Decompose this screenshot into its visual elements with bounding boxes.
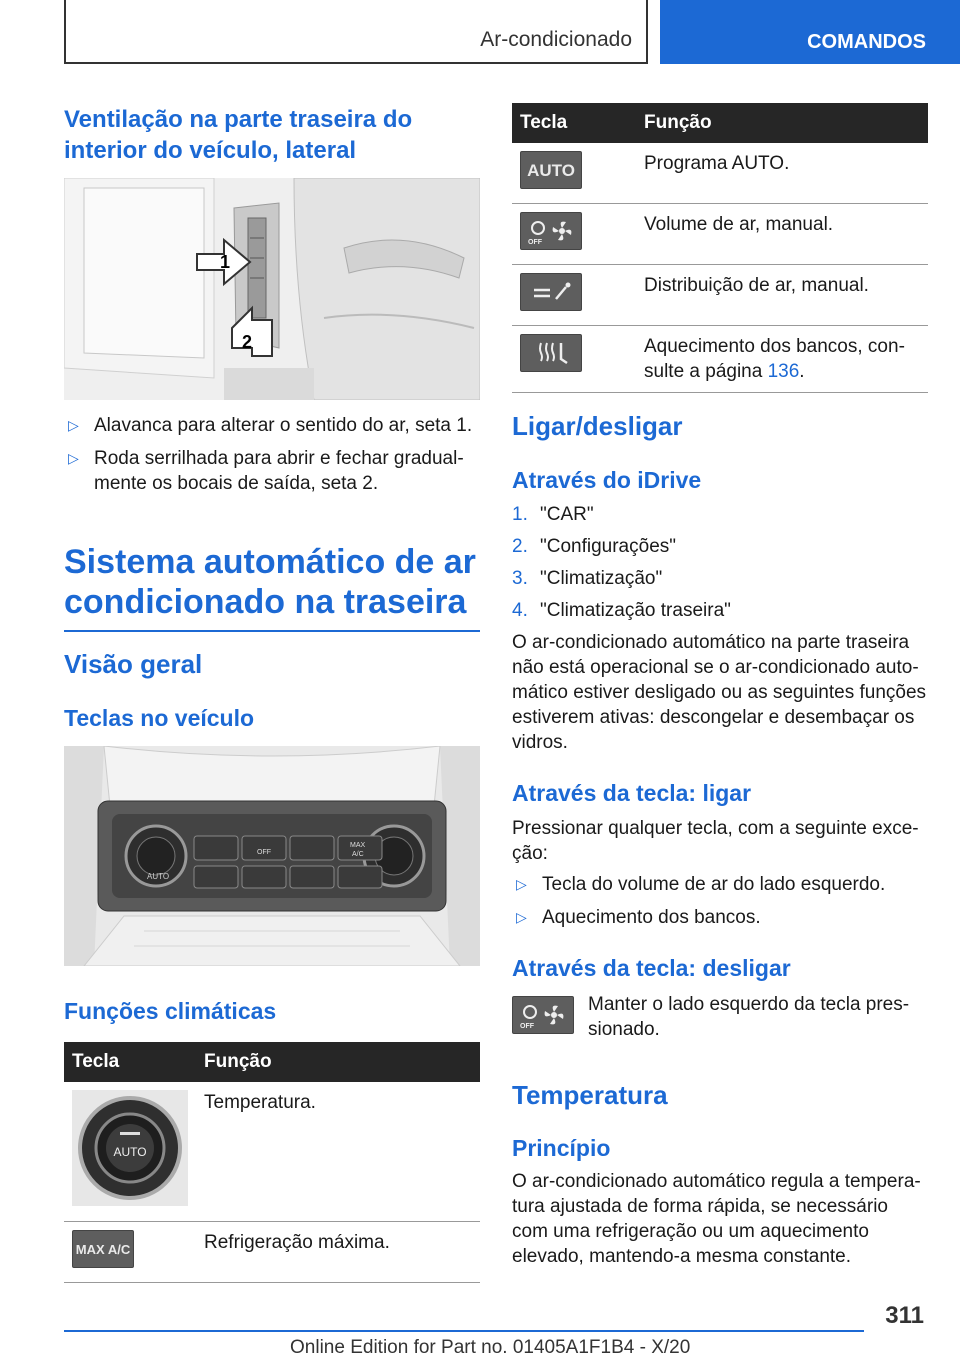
panel-auto-label: AUTO [147, 872, 170, 881]
callout-1: 1 [220, 252, 231, 272]
list-item: 2. "Configurações" [512, 536, 677, 557]
list-item: ▷ Aquecimento dos bancos. [516, 907, 761, 928]
table-header-function: Função [636, 103, 928, 143]
table-cell-function: Aquecimento dos bancos, consulte a página 136. [636, 326, 928, 393]
main-title: Sistema automático de ar condicionado na traseira [64, 543, 476, 621]
functions-table-left [64, 1042, 480, 1283]
table-header-key: Tecla [512, 103, 636, 143]
table-cell-function: Refrigeração máxima. [196, 1222, 480, 1283]
callout-2: 2 [242, 332, 253, 352]
table-cell-function: Programa AUTO. [636, 143, 928, 204]
fan-off-button-icon [520, 212, 582, 250]
key-on-bullets [512, 872, 928, 938]
table-row [512, 143, 928, 204]
idrive-steps [512, 502, 928, 630]
temperature-title: Temperatura [512, 1080, 668, 1110]
table-row [64, 1222, 480, 1283]
key-off-title: Através da tecla: desligar [512, 955, 791, 981]
table-row [512, 204, 928, 265]
rear-panel-photo [64, 746, 480, 966]
keys-title: Teclas no veículo [64, 705, 255, 731]
footer-edition: Online Edition for Part no. 01405A1F1B4 - X/20 [290, 1337, 691, 1358]
key-off-text: Manter o lado esquerdo da tecla pressionado. [588, 994, 910, 1040]
table-header-key: Tecla [64, 1042, 196, 1082]
title-divider [64, 630, 480, 632]
vent-title: Ventilação na parte traseira do interior do veículo, lateral [64, 106, 413, 164]
table-header-function: Função [196, 1042, 480, 1082]
footer-divider [64, 1330, 864, 1332]
panel-off-label: OFF [257, 849, 271, 856]
page-reference-link[interactable]: 136 [767, 361, 800, 382]
principle-text: O ar-condicionado automático regula a temperatura ajustada de forma rápida, se necessário com uma refrigeração ou um aquecimento elevado, mantendo-a mesma constante. [512, 1171, 921, 1267]
header-section-title: Ar-condicionado [480, 28, 632, 51]
list-item: ▷ Alavanca para alterar o sentido do ar, seta 1. [68, 415, 473, 436]
list-item: 1. "CAR" [512, 504, 594, 525]
list-item: ▷ Roda serrilhada para abrir e fechar gradualmente os bocais de saída, seta 2. [68, 448, 464, 494]
main-title-block [64, 542, 480, 632]
max-ac-button-icon: MAX A/C [72, 1230, 134, 1268]
header-frame [64, 0, 648, 64]
key-on-title: Através da tecla: ligar [512, 780, 752, 806]
triangle-bullet-icon: ▷ [68, 417, 79, 433]
auto-button-icon: AUTO [520, 151, 582, 189]
temperature-knob-icon [72, 1090, 188, 1206]
onoff-title: Ligar/desligar [512, 411, 683, 441]
page-number: 311 [885, 1302, 924, 1329]
table-row [512, 326, 928, 393]
svg-text:OFF: OFF [528, 239, 542, 246]
air-distribution-button-icon [520, 273, 582, 311]
idrive-title: Através do iDrive [512, 467, 702, 493]
panel-ac-label: A/C [352, 851, 364, 858]
list-item: ▷ Tecla do volume de ar do lado esquerdo. [516, 874, 886, 895]
functions-table-right [512, 103, 928, 393]
fan-off-key-icon [512, 996, 574, 1034]
idrive-note: O ar-condicionado automático na parte traseira não está operacional se o ar-condicionado automático estiver desligado ou as seguintes funções estiverem ativas: descongelar e desembaçar os vidros. [512, 632, 927, 753]
triangle-bullet-icon: ▷ [516, 876, 527, 892]
knob-auto-label: AUTO [113, 1145, 147, 1159]
list-item: 3. "Climatização" [512, 568, 663, 589]
table-cell-function: Volume de ar, manual. [636, 204, 928, 265]
header-chapter-label: COMANDOS [807, 30, 926, 53]
principle-title: Princípio [512, 1135, 611, 1161]
header-chapter-tab [660, 0, 960, 64]
rear-vent-photo [64, 178, 480, 400]
table-cell-function: Distribuição de ar, manual. [636, 265, 928, 326]
seat-heating-button-icon [520, 334, 582, 372]
table-row [512, 265, 928, 326]
overview-title: Visão geral [64, 649, 203, 679]
table-row [64, 1082, 480, 1222]
key-on-text: Pressionar qualquer tecla, com a seguinte exceção: [512, 818, 919, 864]
svg-text:OFF: OFF [520, 1023, 534, 1030]
triangle-bullet-icon: ▷ [516, 909, 527, 925]
table-cell-function: Temperatura. [196, 1082, 480, 1222]
vent-bullet-list [64, 413, 480, 504]
triangle-bullet-icon: ▷ [68, 450, 79, 466]
list-item: 4. "Climatização traseira" [512, 600, 731, 621]
functions-title: Funções climáticas [64, 998, 277, 1024]
panel-max-label: MAX [350, 842, 366, 849]
